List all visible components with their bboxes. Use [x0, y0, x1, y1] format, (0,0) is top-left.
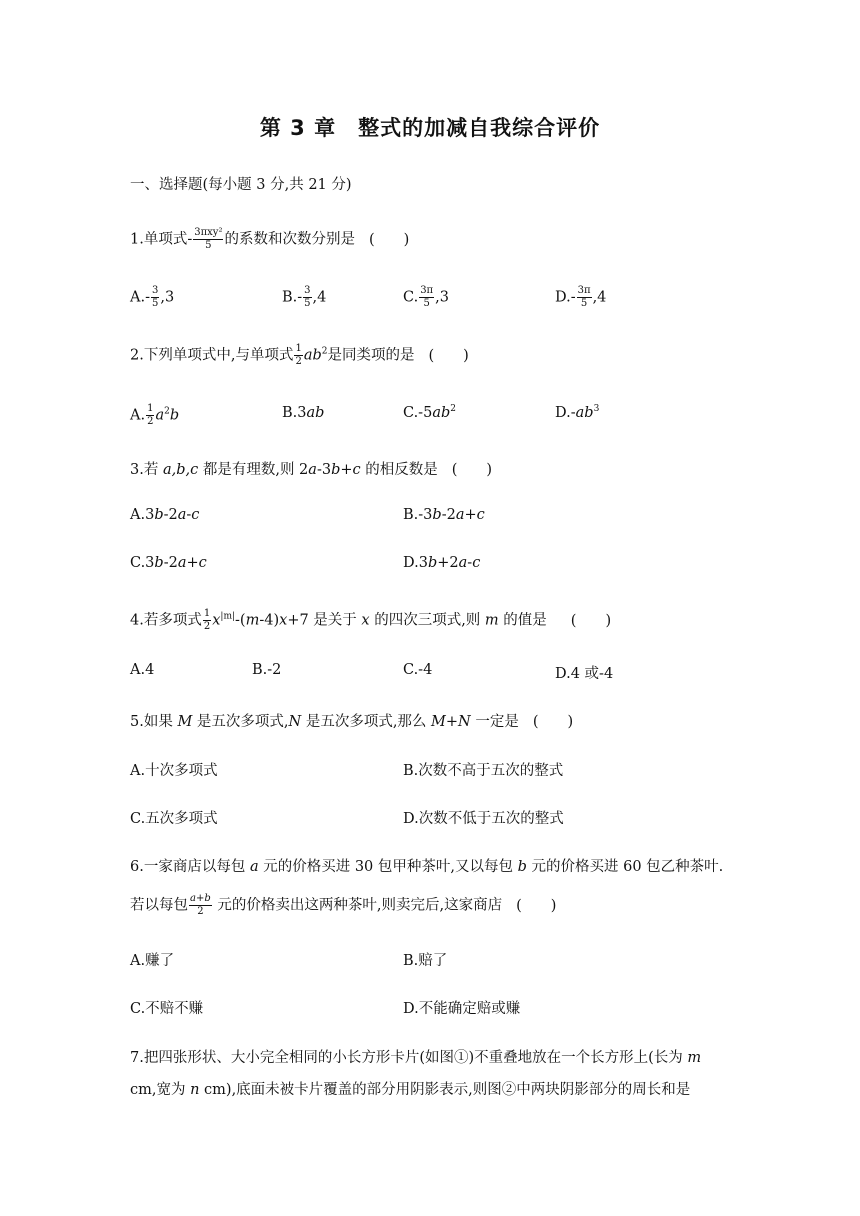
option-text: - [467, 555, 473, 571]
frac-denominator: 5 [304, 298, 311, 309]
q7-text: 7.把四张形状、大小完全相同的小长方形卡片(如图①)不重叠地放在一个长方形上(长为 [130, 1050, 688, 1066]
q4-exponent: |m| [220, 611, 236, 622]
q1-text-pre: 1.单项式- [130, 231, 193, 248]
q2-text-pre: 2.下列单项式中,与单项式 [130, 347, 294, 364]
q6-text: 若以每包 [130, 897, 188, 914]
frac-numerator: 3π [420, 285, 434, 296]
frac-numerator: 3 [151, 285, 159, 296]
frac-denominator: 2 [203, 621, 211, 632]
q4-fraction [203, 608, 211, 633]
option-fraction [577, 285, 592, 310]
option-label: B.3 [282, 405, 307, 421]
answer-paren: ( ) [451, 462, 493, 478]
q6-option-c: C.不赔不赚 [130, 1001, 204, 1017]
q4-var: x [212, 612, 221, 629]
q3-option-a [130, 507, 199, 523]
q3-text: + [340, 462, 353, 478]
q5-option-a: A.十次多项式 [130, 763, 218, 779]
option-var: c [198, 555, 207, 571]
option-var: b [169, 407, 180, 424]
answer-paren: ( ) [516, 897, 557, 914]
q4-option-d: D.4 或-4 [555, 666, 614, 682]
frac-numerator: 3πxy² [194, 227, 223, 238]
option-label: B.- [282, 289, 303, 306]
q2-option-c [403, 405, 456, 421]
option-fraction [151, 285, 159, 310]
option-exponent: 3 [593, 404, 600, 414]
q3-option-b [403, 507, 485, 523]
option-var: b [432, 507, 442, 523]
option-text: + [186, 555, 199, 571]
q5-text: 一定是 [470, 714, 519, 730]
q3-var: b [331, 462, 341, 478]
answer-paren: ( ) [532, 714, 574, 730]
option-var: a [177, 507, 187, 523]
q4-var: m [245, 612, 260, 629]
option-label: A.- [130, 289, 150, 306]
option-exponent: 2 [164, 406, 170, 417]
option-text: C.3 [130, 555, 155, 571]
q4-text: +7 是关于 [287, 612, 362, 629]
q1-fraction [193, 227, 223, 252]
option-label: C.-5 [403, 405, 433, 421]
option-text: -2 [441, 507, 456, 523]
q2-option-b [282, 405, 324, 421]
option-text: D.3 [403, 555, 428, 571]
q4-text: 的四次三项式,则 [369, 612, 485, 629]
option-var: a [458, 555, 468, 571]
option-label: A. [130, 407, 146, 424]
option-var: a [177, 555, 187, 571]
question-3 [130, 458, 492, 479]
q3-text: 的相反数是 [360, 462, 438, 478]
option-var: ab [432, 405, 451, 421]
option-fraction [419, 285, 434, 310]
question-7-line-1 [130, 1046, 701, 1067]
frac-denominator: 5 [205, 240, 212, 251]
q3-text: 3.若 [130, 462, 163, 478]
frac-denominator: 5 [580, 298, 588, 309]
option-text: B.-3 [403, 507, 433, 523]
q3-text: -3 [316, 462, 332, 478]
frac-numerator: a+b [190, 893, 211, 904]
q5-text: 5.如果 [130, 714, 178, 730]
option-var: ab [306, 405, 325, 421]
option-tail: ,3 [160, 289, 175, 306]
q4-option-c: C.-4 [403, 662, 433, 678]
q5-text: 是五次多项式,那么 [301, 714, 432, 730]
q4-text: 4.若多项式 [130, 612, 202, 629]
option-fraction [303, 285, 311, 310]
frac-denominator: 5 [151, 298, 159, 309]
q2-option-d [555, 405, 599, 421]
question-4 [130, 608, 611, 633]
q5-text: 是五次多项式, [192, 714, 289, 730]
option-var: b [154, 555, 164, 571]
q5-var: N [288, 714, 302, 730]
q3-option-c [130, 555, 207, 571]
q5-var: M [177, 714, 193, 730]
option-text: +2 [437, 555, 459, 571]
q4-var: x [279, 612, 288, 629]
q2-option-a [130, 403, 179, 428]
q6-var: b [517, 859, 527, 875]
option-text: -2 [163, 507, 178, 523]
frac-numerator: 1 [147, 403, 154, 414]
frac-denominator: 2 [197, 906, 204, 917]
q4-var: x [361, 612, 370, 629]
frac-denominator: 2 [295, 356, 302, 367]
q4-option-b: B.-2 [252, 662, 282, 678]
question-5 [130, 710, 573, 731]
option-tail: ,3 [435, 289, 449, 306]
q6-text: 元的价格卖出这两种茶叶,则卖完后,这家商店 [212, 897, 503, 914]
q6-option-d: D.不能确定赔或赚 [403, 1001, 521, 1017]
q7-text: cm,宽为 [130, 1082, 191, 1098]
q1-option-d [555, 285, 606, 310]
q3-var: a [308, 462, 317, 478]
option-tail: ,4 [592, 289, 607, 306]
option-var: c [472, 555, 481, 571]
q5-var: M+N [431, 714, 471, 730]
q4-text: 的值是 [498, 612, 547, 629]
q4-text: -4) [259, 612, 280, 629]
frac-numerator: 1 [203, 608, 211, 619]
question-6-line-2 [130, 893, 556, 918]
answer-paren: ( ) [428, 347, 469, 364]
q6-text: 6.一家商店以每包 [130, 859, 250, 875]
option-tail: ,4 [312, 289, 327, 306]
option-var: a [155, 407, 165, 424]
frac-denominator: 2 [147, 416, 154, 427]
q2-text-post: 是同类项的是 [327, 347, 415, 364]
option-var: ab [575, 405, 594, 421]
q6-option-b: B.赔了 [403, 953, 448, 969]
q4-option-a: A.4 [130, 662, 155, 678]
option-text: - [186, 507, 192, 523]
q2-exponent: 2 [321, 346, 328, 357]
option-text: + [464, 507, 477, 523]
answer-paren: ( ) [368, 231, 410, 248]
question-1 [130, 227, 409, 252]
option-var: b [154, 507, 164, 523]
question-6-line-1 [130, 855, 723, 876]
q3-var: c [352, 462, 361, 478]
q4-var: m [484, 612, 499, 629]
q6-var: a [249, 859, 259, 875]
option-label: C. [403, 289, 419, 306]
q6-fraction [189, 893, 212, 918]
answer-paren: ( ) [570, 612, 612, 629]
q5-option-d: D.次数不低于五次的整式 [403, 811, 564, 827]
section-heading: 一、选择题(每小题 3 分,共 21 分) [130, 177, 352, 193]
q5-option-b: B.次数不高于五次的整式 [403, 763, 564, 779]
q6-text: 元的价格买进 30 包甲种茶叶,又以每包 [258, 859, 518, 875]
frac-numerator: 3 [304, 285, 311, 296]
option-exponent: 2 [450, 404, 456, 414]
q6-text: 元的价格买进 60 包乙种茶叶. [526, 859, 724, 875]
q1-option-b [282, 285, 326, 310]
option-var: c [191, 507, 200, 523]
q4-text: -( [235, 612, 246, 629]
question-7-line-2 [130, 1078, 690, 1099]
q1-option-a [130, 285, 174, 310]
question-2 [130, 343, 469, 368]
q3-text: 都是有理数,则 2 [198, 462, 309, 478]
option-label: D.- [555, 405, 576, 421]
frac-numerator: 1 [295, 343, 302, 354]
q7-text: cm),底面未被卡片覆盖的部分用阴影表示,则图②中两块阴影部分的周长和是 [199, 1082, 691, 1098]
q3-option-d [403, 555, 480, 571]
q6-option-a: A.赚了 [130, 953, 175, 969]
frac-numerator: 3π [577, 285, 591, 296]
option-text: A.3 [130, 507, 155, 523]
option-text: -2 [163, 555, 178, 571]
q2-expr: ab [303, 347, 322, 364]
q7-var: m [687, 1050, 702, 1066]
q3-vars: a,b,c [162, 462, 199, 478]
option-var: a [455, 507, 465, 523]
option-fraction [146, 403, 154, 428]
q5-option-c: C.五次多项式 [130, 811, 218, 827]
page-title: 第 3 章 整式的加减自我综合评价 [259, 116, 601, 140]
q7-var: n [190, 1082, 200, 1098]
q2-fraction [294, 343, 302, 368]
option-var: c [476, 507, 485, 523]
q1-option-c [403, 285, 449, 310]
option-var: b [427, 555, 438, 571]
option-label: D.- [555, 289, 576, 306]
frac-denominator: 5 [423, 298, 430, 309]
q1-text-post: 的系数和次数分别是 [224, 231, 355, 248]
